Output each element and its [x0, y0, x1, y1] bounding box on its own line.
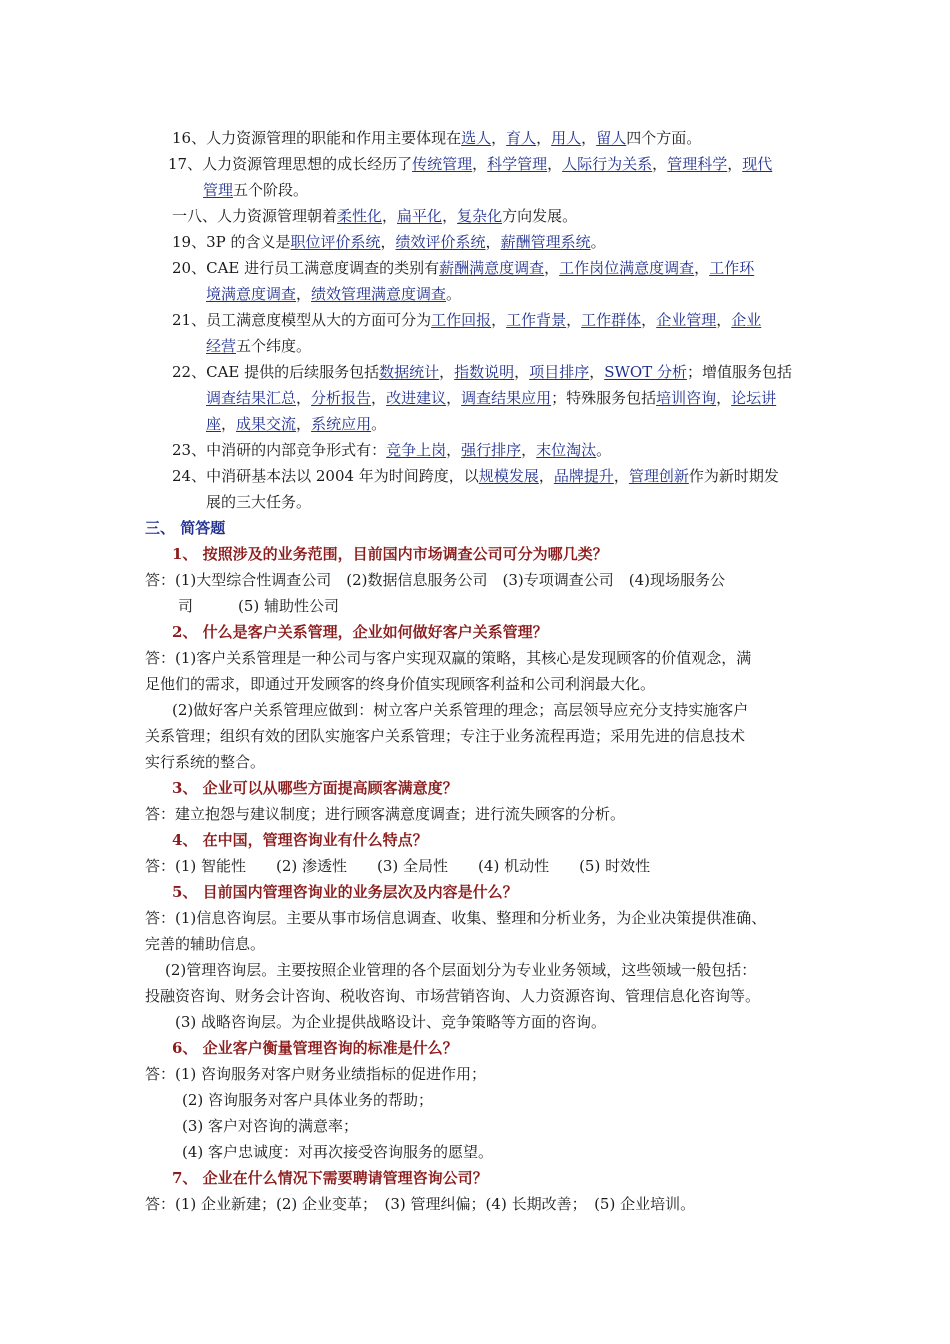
answer-5-line2: 完善的辅助信息。 — [145, 935, 266, 953]
question-text: ， — [491, 311, 507, 329]
question-4: 4、 在中国，管理咨询业有什么特点？ — [172, 831, 428, 849]
question-text: 。 — [596, 441, 612, 459]
item-17-line2 — [203, 180, 308, 200]
question-2: 2、 什么是客户关系管理，企业如何做好客户关系管理？ — [172, 623, 548, 641]
item-16 — [172, 128, 701, 148]
question-text: 19、3P 的含义是 — [172, 233, 291, 251]
answer-blank: 竞争上岗 — [386, 441, 447, 459]
answer-5-line1: 答：(1)信息咨询层。主要从事市场信息调查、收集、整理和分析业务，为企业决策提供准确、 — [145, 909, 767, 927]
answer-blank: 项目排序 — [529, 363, 590, 381]
answer-blank: 扁平化 — [397, 207, 443, 225]
question-text: 17、人力资源管理思想的成长经历了 — [168, 155, 413, 173]
answer-blank: 培训咨询 — [656, 389, 717, 407]
answer-blank: 境满意度调查 — [206, 285, 297, 303]
question-text: 。 — [371, 415, 387, 433]
answer-blank: 薪酬管理系统 — [500, 233, 591, 251]
answer-blank: 强行排序 — [461, 441, 522, 459]
question-text: ， — [566, 311, 582, 329]
question-text: ；特殊服务包括 — [551, 389, 657, 407]
item-19 — [172, 232, 606, 252]
question-text: ， — [538, 467, 554, 485]
question-text: ， — [536, 129, 552, 147]
answer-blank: 改进建议 — [386, 389, 447, 407]
answer-blank: 科学管理 — [487, 155, 548, 173]
answer-blank: 企业管理 — [656, 311, 717, 329]
question-text: ， — [485, 233, 501, 251]
question-text: ， — [446, 389, 462, 407]
answer-2-line4: 关系管理；组织有效的团队实施客户关系管理；专注于业务流程再造；采用先进的信息技术 — [145, 727, 746, 745]
answer-blank: 论坛讲 — [731, 389, 777, 407]
question-text: ， — [613, 467, 629, 485]
question-text: 展的三大任务。 — [206, 493, 312, 511]
answer-blank: 管理科学 — [667, 155, 728, 173]
answer-blank: 指数说明 — [454, 363, 515, 381]
answer-blank: 管理 — [203, 181, 234, 199]
answer-blank: 留人 — [596, 129, 627, 147]
item-24-line2 — [206, 492, 311, 512]
answer-blank: 复杂化 — [457, 207, 503, 225]
answer-4: 答：(1) 智能性 (2) 渗透性 (3) 全局性 (4) 机动性 (5) 时效性 — [145, 857, 651, 875]
answer-blank: 工作回报 — [431, 311, 492, 329]
item-24-line1 — [172, 466, 779, 486]
answer-1-line2: 司 (5) 辅助性公司 — [178, 597, 340, 615]
question-text: ， — [296, 415, 312, 433]
answer-blank: 人际行为关系 — [562, 155, 653, 173]
answer-6-line3: (3) 客户对咨询的满意率； — [182, 1117, 359, 1135]
question-text: 21、员工满意度模型从大的方面可分为 — [172, 311, 432, 329]
question-text: 五个阶段。 — [233, 181, 309, 199]
question-text: 方向发展。 — [502, 207, 578, 225]
question-text: ， — [694, 259, 710, 277]
question-text: ， — [514, 363, 530, 381]
question-text: ， — [296, 389, 312, 407]
question-text: ， — [652, 155, 668, 173]
answer-2-line1: 答：(1)客户关系管理是一种公司与客户实现双赢的策略，其核心是发现顾客的价值观念，满 — [145, 649, 752, 667]
question-text: 16、人力资源管理的职能和作用主要体现在 — [172, 129, 462, 147]
answer-blank: 座 — [206, 415, 222, 433]
item-23 — [172, 440, 611, 460]
question-text: ， — [382, 207, 398, 225]
answer-3: 答：建立抱怨与建议制度；进行顾客满意度调查；进行流失顾客的分析。 — [145, 805, 626, 823]
question-6: 6、 企业客户衡量管理咨询的标准是什么？ — [172, 1039, 458, 1057]
answer-2-line5: 实行系统的整合。 — [145, 753, 266, 771]
answer-blank: 工作岗位满意度调查 — [559, 259, 695, 277]
answer-blank: 调查结果应用 — [461, 389, 552, 407]
question-5: 5、 目前国内管理咨询业的业务层次及内容是什么？ — [172, 883, 518, 901]
answer-6-line1: 答：(1) 咨询服务对客户财务业绩指标的促进作用； — [145, 1065, 487, 1083]
item-18 — [172, 206, 577, 226]
item-17-line1 — [168, 154, 772, 174]
answer-5-line5: (3) 战略咨询层。为企业提供战略设计、竞争策略等方面的咨询。 — [175, 1013, 607, 1031]
answer-1-line1: 答：(1)大型综合性调查公司 (2)数据信息服务公司 (3)专项调查公司 (4)现场服务公 — [145, 571, 725, 589]
answer-blank: 企业 — [731, 311, 762, 329]
answer-5-line4: 投融资咨询、财务会计咨询、税收咨询、市场营销咨询、人力资源咨询、管理信息化咨询等。 — [145, 987, 761, 1005]
answer-blank: 调查结果汇总 — [206, 389, 297, 407]
question-text: ， — [581, 129, 597, 147]
item-20-line2 — [206, 284, 461, 304]
question-text: 一八、人力资源管理朝着 — [172, 207, 338, 225]
question-text: 22、CAE 提供的后续服务包括 — [172, 363, 380, 381]
question-7: 7、 企业在什么情况下需要聘请管理咨询公司？ — [172, 1169, 488, 1187]
question-text: ， — [727, 155, 743, 173]
question-text: 作为新时期发 — [688, 467, 779, 485]
question-text: 24、中消研基本法以 2004 年为时间跨度，以 — [172, 467, 479, 485]
question-3: 3、 企业可以从哪些方面提高顾客满意度？ — [172, 779, 458, 797]
answer-blank: SWOT 分析 — [604, 363, 687, 381]
item-21-line1 — [172, 310, 761, 330]
question-text: 。 — [590, 233, 606, 251]
item-21-line2 — [206, 336, 311, 356]
question-1: 1、 按照涉及的业务范围，目前国内市场调查公司可分为哪几类？ — [172, 545, 608, 563]
answer-6-line2: (2) 咨询服务对客户具体业务的帮助； — [182, 1091, 434, 1109]
answer-blank: 经营 — [206, 337, 237, 355]
answer-6-line4: (4) 客户忠诚度：对再次接受咨询服务的愿望。 — [182, 1143, 494, 1161]
question-text: ；增值服务包括 — [686, 363, 792, 381]
answer-blank: 绩效评价系统 — [395, 233, 486, 251]
question-text: ， — [716, 311, 732, 329]
question-text: ， — [589, 363, 605, 381]
answer-2-line2: 足他们的需求，即通过开发顾客的终身价值实现顾客利益和公司利润最大化。 — [145, 675, 656, 693]
question-text: ， — [641, 311, 657, 329]
answer-blank: 职位评价系统 — [290, 233, 381, 251]
answer-blank: 育人 — [506, 129, 537, 147]
question-text: 。 — [446, 285, 462, 303]
question-text: 四个方面。 — [626, 129, 702, 147]
item-22-line1 — [172, 362, 792, 382]
answer-blank: 选人 — [461, 129, 492, 147]
question-text: 20、CAE 进行员工满意度调查的类别有 — [172, 259, 440, 277]
item-22-line2 — [206, 388, 776, 408]
question-text: ， — [371, 389, 387, 407]
answer-blank: 传统管理 — [412, 155, 473, 173]
item-20-line1 — [172, 258, 754, 278]
answer-blank: 工作环 — [709, 259, 755, 277]
answer-blank: 用人 — [551, 129, 582, 147]
question-text: ， — [716, 389, 732, 407]
question-text: 23、中消研的内部竞争形式有： — [172, 441, 387, 459]
answer-blank: 成果交流 — [236, 415, 297, 433]
question-text: ， — [442, 207, 458, 225]
question-text: ， — [544, 259, 560, 277]
question-text: ， — [296, 285, 312, 303]
question-text: ， — [446, 441, 462, 459]
answer-blank: 绩效管理满意度调查 — [311, 285, 447, 303]
question-text: ， — [547, 155, 563, 173]
question-text: ， — [439, 363, 455, 381]
answer-blank: 管理创新 — [628, 467, 689, 485]
answer-2-line3: (2)做好客户关系管理应做到：树立客户关系管理的理念；高层领导应充分支持实施客户 — [172, 701, 749, 719]
answer-5-line3: (2)管理咨询层。主要按照企业管理的各个层面划分为专业业务领域，这些领域一般包括： — [165, 961, 757, 979]
question-text: ， — [221, 415, 237, 433]
answer-blank: 分析报告 — [311, 389, 372, 407]
question-text: ， — [380, 233, 396, 251]
question-text: ， — [521, 441, 537, 459]
answer-7: 答：(1) 企业新建；(2) 企业变革； (3) 管理纠偏；(4) 长期改善； (5) 企业培训。 — [145, 1195, 696, 1213]
answer-blank: 工作背景 — [506, 311, 567, 329]
answer-blank: 规模发展 — [478, 467, 539, 485]
answer-blank: 现代 — [742, 155, 773, 173]
answer-blank: 薪酬满意度调查 — [439, 259, 545, 277]
question-text: 五个纬度。 — [236, 337, 312, 355]
answer-blank: 工作群体 — [581, 311, 642, 329]
question-text: ， — [491, 129, 507, 147]
question-text: ， — [472, 155, 488, 173]
answer-blank: 数据统计 — [379, 363, 440, 381]
answer-blank: 柔性化 — [337, 207, 383, 225]
section-heading: 三、 简答题 — [145, 519, 226, 537]
answer-blank: 系统应用 — [311, 415, 372, 433]
answer-blank: 末位淘汰 — [536, 441, 597, 459]
answer-blank: 品牌提升 — [553, 467, 614, 485]
item-22-line3 — [206, 414, 386, 434]
